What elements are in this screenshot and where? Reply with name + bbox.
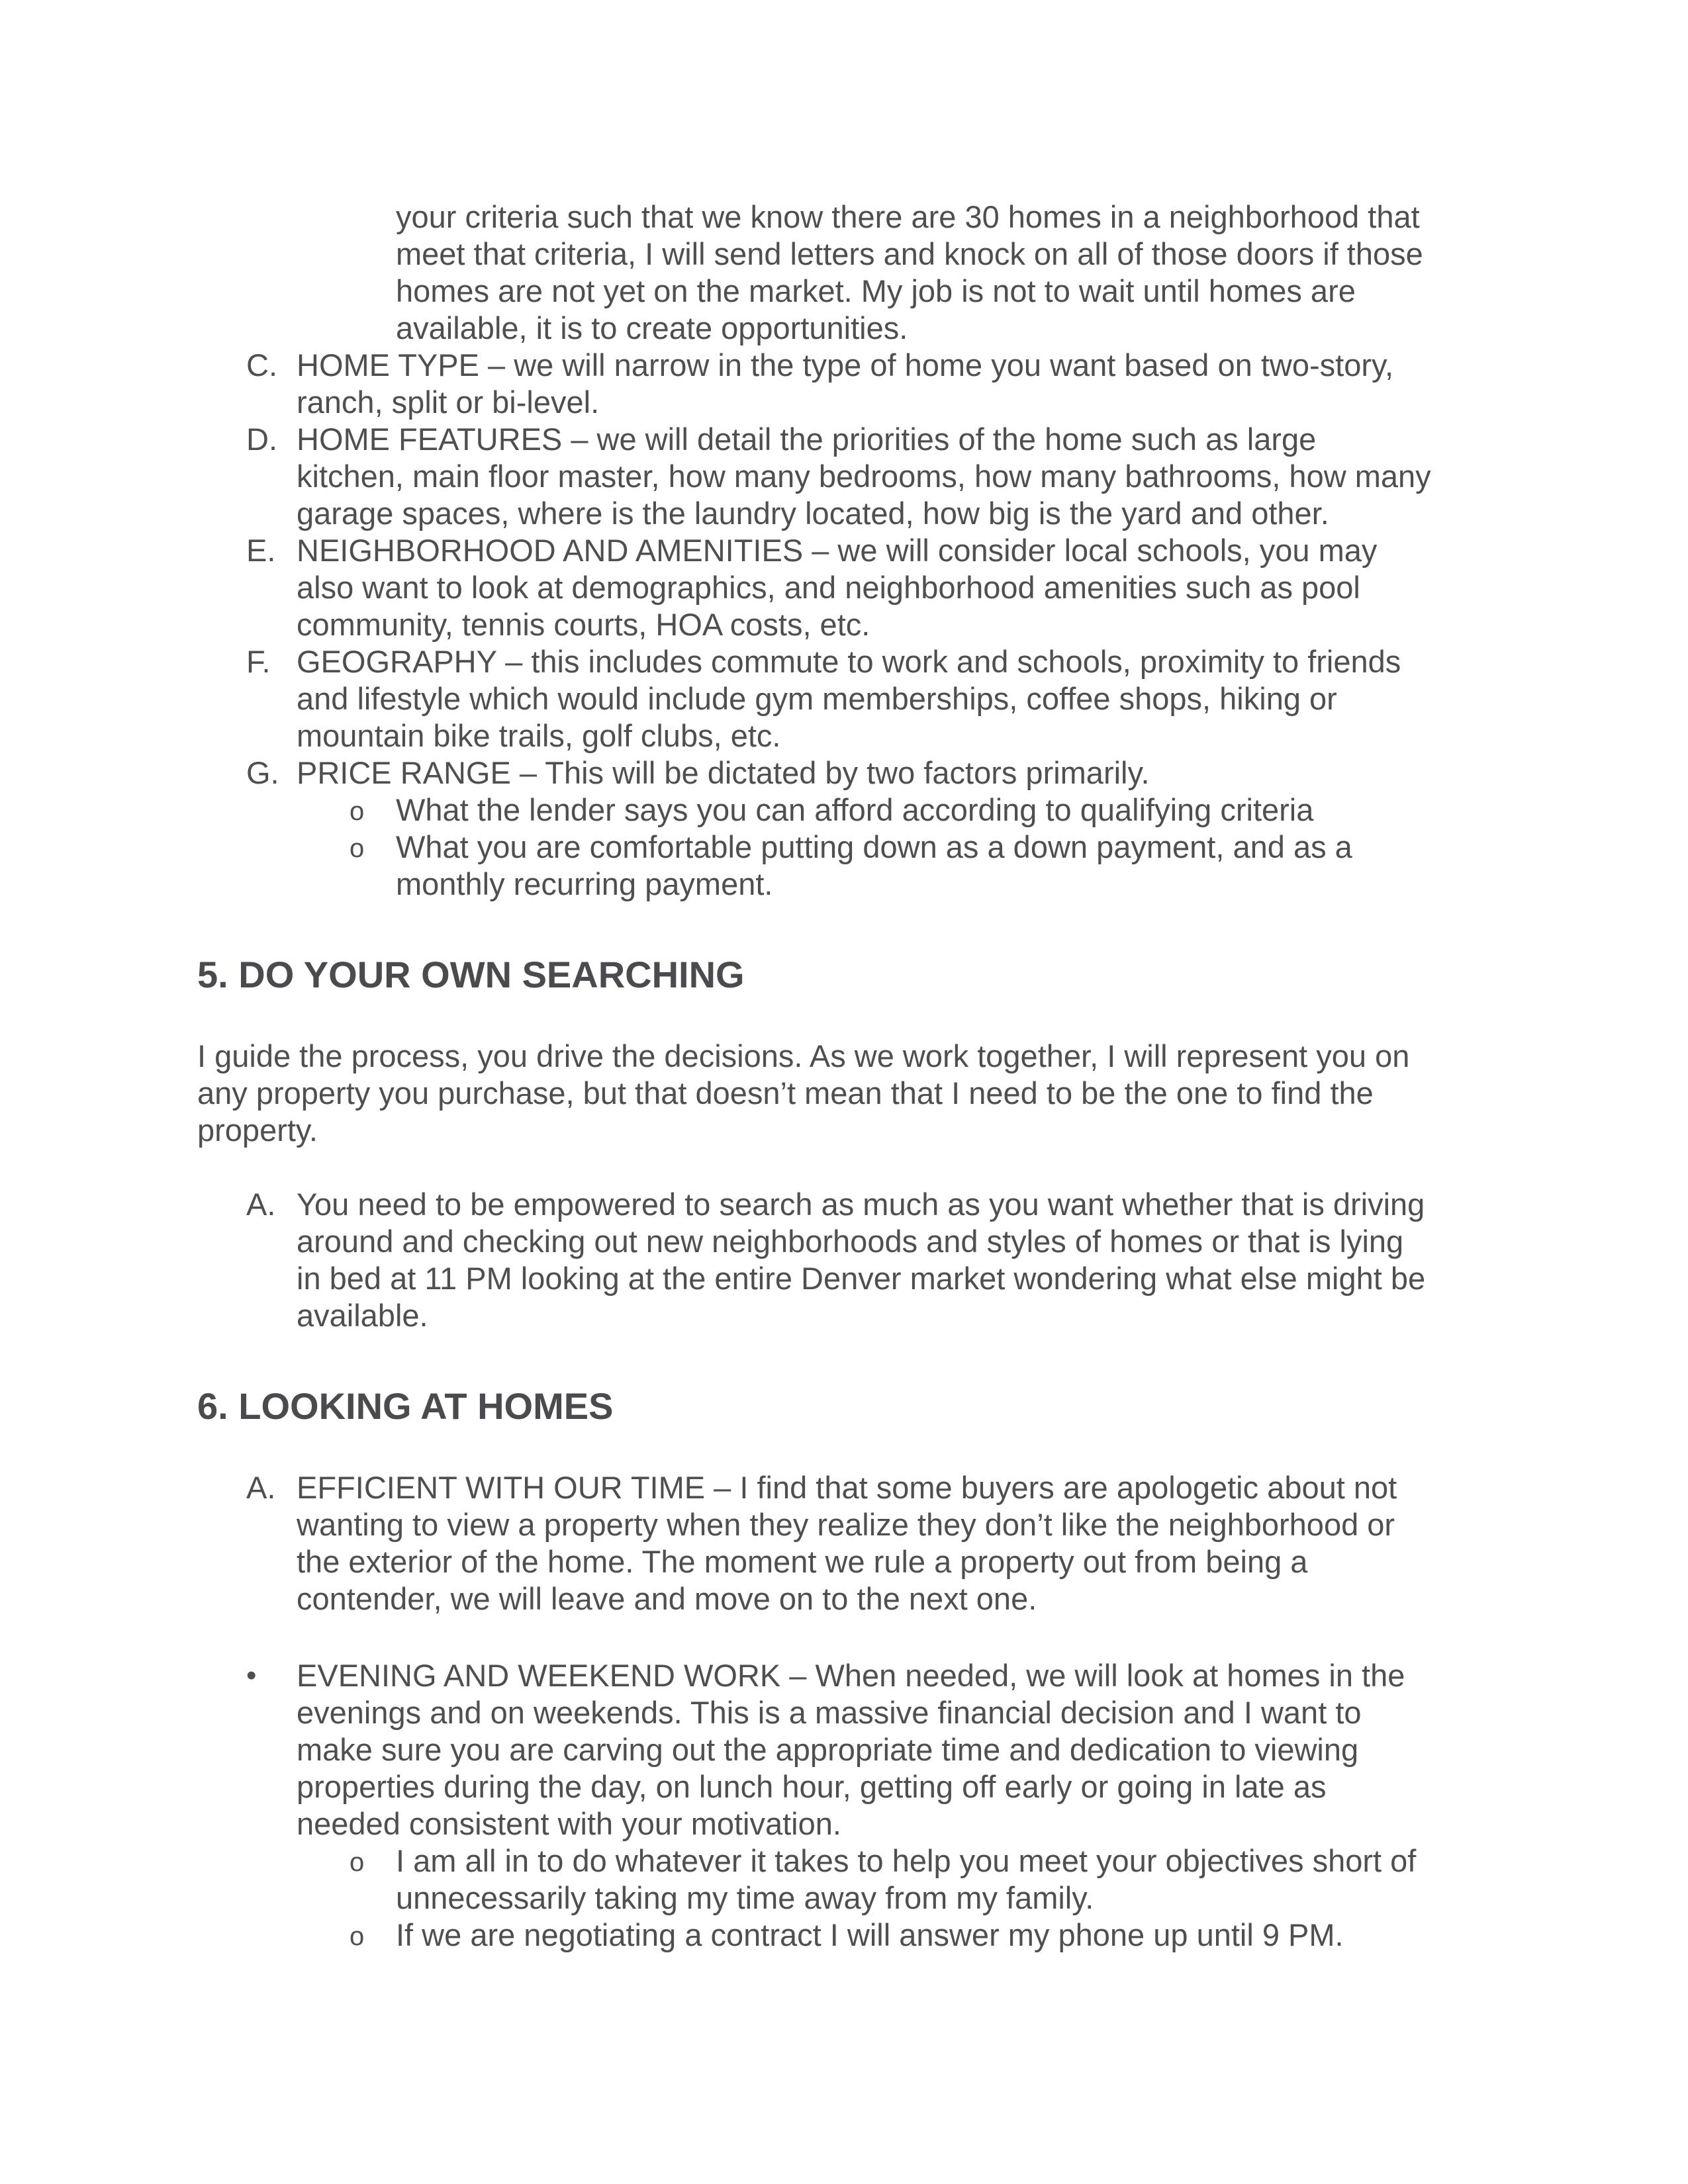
section-heading: 5. DO YOUR OWN SEARCHING — [197, 954, 745, 995]
text-line: contender, we will leave and move on to the next one. — [297, 1581, 1037, 1616]
sub-bullet-marker: o — [350, 1848, 365, 1877]
text-line: meet that criteria, I will send letters and knock on all of those doors if those — [396, 236, 1423, 271]
text-line: HOME FEATURES – we will detail the priorities of the home such as large — [297, 422, 1317, 457]
text-line: You need to be empowered to search as much as you want whether that is driving — [297, 1187, 1425, 1222]
text-line: NEIGHBORHOOD AND AMENITIES – we will consider local schools, you may — [297, 533, 1378, 568]
text-line: properties during the day, on lunch hour, getting off early or going in late as — [297, 1769, 1327, 1804]
text-line: any property you purchase, but that doesn’t mean that I need to be the one to find the — [197, 1075, 1374, 1111]
section-heading: 6. LOOKING AT HOMES — [197, 1385, 614, 1427]
text-line: your criteria such that we know there are 30 homes in a neighborhood that — [396, 199, 1420, 234]
list-marker: E. — [246, 533, 276, 568]
list-marker: C. — [246, 347, 277, 383]
text-line: around and checking out new neighborhoods and styles of homes or that is lying — [297, 1224, 1404, 1259]
text-line: What you are comfortable putting down as a down payment, and as a — [396, 829, 1352, 864]
text-line: If we are negotiating a contract I will answer my phone up until 9 PM. — [396, 1917, 1344, 1952]
text-line: EFFICIENT WITH OUR TIME – I find that some buyers are apologetic about not — [297, 1470, 1397, 1505]
text-line: property. — [197, 1113, 318, 1148]
text-line: kitchen, main floor master, how many bedrooms, how many bathrooms, how many — [297, 459, 1431, 494]
text-line: homes are not yet on the market. My job is not to wait until homes are — [396, 273, 1356, 308]
section-intro-paragraph — [197, 1038, 1495, 1149]
text-line: wanting to view a property when they realize they don’t like the neighborhood or — [297, 1507, 1395, 1542]
text-line: available, it is to create opportunities. — [396, 310, 908, 345]
text-line: What the lender says you can afford according to qualifying criteria — [396, 792, 1314, 827]
text-line: GEOGRAPHY – this includes commute to work and schools, proximity to friends — [297, 644, 1401, 679]
text-line: evenings and on weekends. This is a massive financial decision and I want to — [297, 1695, 1362, 1730]
text-line: needed consistent with your motivation. — [297, 1806, 841, 1841]
text-line: monthly recurring payment. — [396, 866, 773, 901]
list-marker: D. — [246, 422, 277, 457]
text-line: ranch, split or bi-level. — [297, 385, 600, 420]
text-line: I guide the process, you drive the decisions. As we work together, I will represent you on — [197, 1038, 1410, 1073]
text-line: HOME TYPE – we will narrow in the type of home you want based on two-story, — [297, 347, 1394, 383]
sub-bullet-marker: o — [350, 797, 365, 826]
text-line: community, tennis courts, HOA costs, etc. — [297, 607, 870, 642]
sub-bullet-marker: o — [350, 834, 365, 863]
text-line: I am all in to do whatever it takes to help you meet your objectives short of — [396, 1843, 1417, 1878]
list-marker: G. — [246, 755, 279, 790]
text-line: EVENING AND WEEKEND WORK – When needed, we will look at homes in the — [297, 1658, 1405, 1693]
text-line: garage spaces, where is the laundry located, how big is the yard and other. — [297, 496, 1329, 531]
text-line: unnecessarily taking my time away from my family. — [396, 1880, 1094, 1915]
text-line: in bed at 11 PM looking at the entire Denver market wondering what else might be — [297, 1261, 1426, 1296]
text-line: the exterior of the home. The moment we rule a property out from being a — [297, 1544, 1308, 1579]
list-marker: F. — [246, 644, 271, 679]
sub-bullet-marker: o — [350, 1922, 365, 1951]
list-marker: A. — [246, 1470, 276, 1505]
text-line: make sure you are carving out the appropriate time and dedication to viewing — [297, 1732, 1359, 1767]
text-line: also want to look at demographics, and neighborhood amenities such as pool — [297, 570, 1360, 605]
list-marker: A. — [246, 1187, 276, 1222]
text-line: PRICE RANGE – This will be dictated by two factors primarily. — [297, 755, 1150, 790]
continuation-paragraph — [396, 199, 1521, 347]
text-line: and lifestyle which would include gym memberships, coffee shops, hiking or — [297, 681, 1337, 716]
text-line: available. — [297, 1298, 428, 1333]
text-line: mountain bike trails, golf clubs, etc. — [297, 718, 781, 753]
bullet-marker: • — [246, 1659, 257, 1692]
